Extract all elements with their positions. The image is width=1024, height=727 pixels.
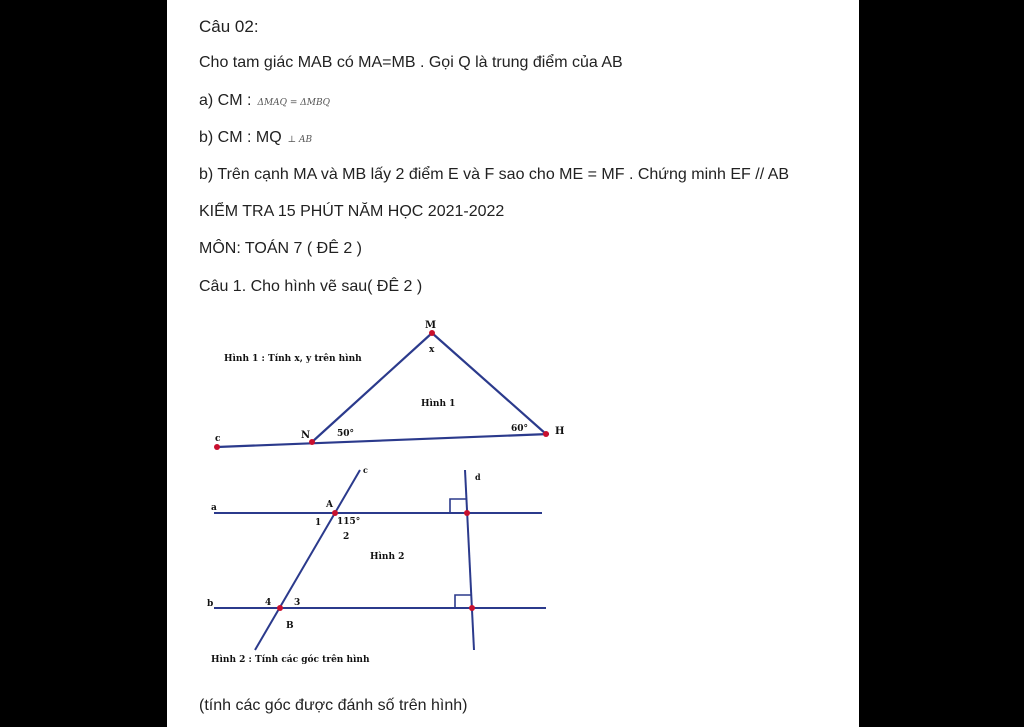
subject-line: MÔN: TOÁN 7 ( ĐÊ 2 )	[199, 240, 362, 257]
footer-note: (tính các góc được đánh số trên hình)	[199, 697, 468, 714]
angle-N: 50°	[337, 429, 355, 439]
segment-MH	[432, 333, 546, 434]
document-page	[167, 0, 859, 727]
label-x: x	[429, 345, 435, 355]
label-d: d	[475, 472, 481, 482]
part-c: b) Trên cạnh MA và MB lấy 2 điểm E và F sao cho ME = MF . Chứng minh EF // AB	[199, 166, 790, 183]
point-d-b	[469, 605, 475, 611]
part-a-label: a) CM :	[199, 92, 252, 109]
segment-NM	[312, 333, 432, 442]
part-a-math: ΔMAQ = ΔMBQ	[257, 98, 331, 108]
label-b: b	[207, 599, 214, 609]
label-c: c	[215, 434, 221, 444]
point-B	[277, 605, 283, 611]
label-a: a	[211, 503, 217, 513]
label-N: N	[301, 430, 311, 441]
point-d-a	[464, 510, 470, 516]
problem-intro: Cho tam giác MAB có MA=MB . Gọi Q là trung điểm của AB	[199, 54, 623, 71]
question-heading: Câu 02:	[199, 17, 259, 36]
line-c2	[255, 470, 360, 650]
label-A: A	[326, 500, 333, 510]
angle-number-4: 4	[265, 598, 272, 608]
part-b-label: b) CM : MQ	[199, 129, 282, 146]
line-c	[217, 434, 549, 447]
figure-1	[214, 320, 564, 450]
label-c2: c	[363, 465, 368, 475]
figure-2-caption: Hình 2 : Tính các góc trên hình	[211, 655, 370, 665]
part-b-math: ⊥ AB	[287, 135, 313, 145]
angle-H: 60°	[511, 424, 529, 434]
point-A	[332, 510, 338, 516]
point-H	[543, 431, 549, 437]
angle-number-3: 3	[294, 598, 301, 608]
angle-number-2: 2	[343, 532, 350, 542]
angle-number-1: 1	[315, 518, 322, 528]
angle-A: 115°	[337, 517, 361, 527]
right-angle-bottom	[455, 595, 471, 608]
label-H: H	[555, 426, 565, 437]
figure-1-name: Hình 1	[421, 399, 456, 409]
question-1: Câu 1. Cho hình vẽ sau( ĐÊ 2 )	[199, 278, 423, 295]
geometry-figures	[167, 0, 859, 727]
label-B: B	[286, 621, 294, 631]
point-c	[214, 444, 220, 450]
test-title: KIỂM TRA 15 PHÚT NĂM HỌC 2021-2022	[199, 203, 505, 220]
line-d	[465, 470, 474, 650]
figure-2	[207, 465, 546, 665]
label-M: M	[425, 320, 437, 331]
right-angle-top	[450, 499, 466, 513]
figure-2-name: Hình 2	[370, 552, 405, 562]
figure-1-caption: Hình 1 : Tính x, y trên hình	[224, 354, 362, 364]
